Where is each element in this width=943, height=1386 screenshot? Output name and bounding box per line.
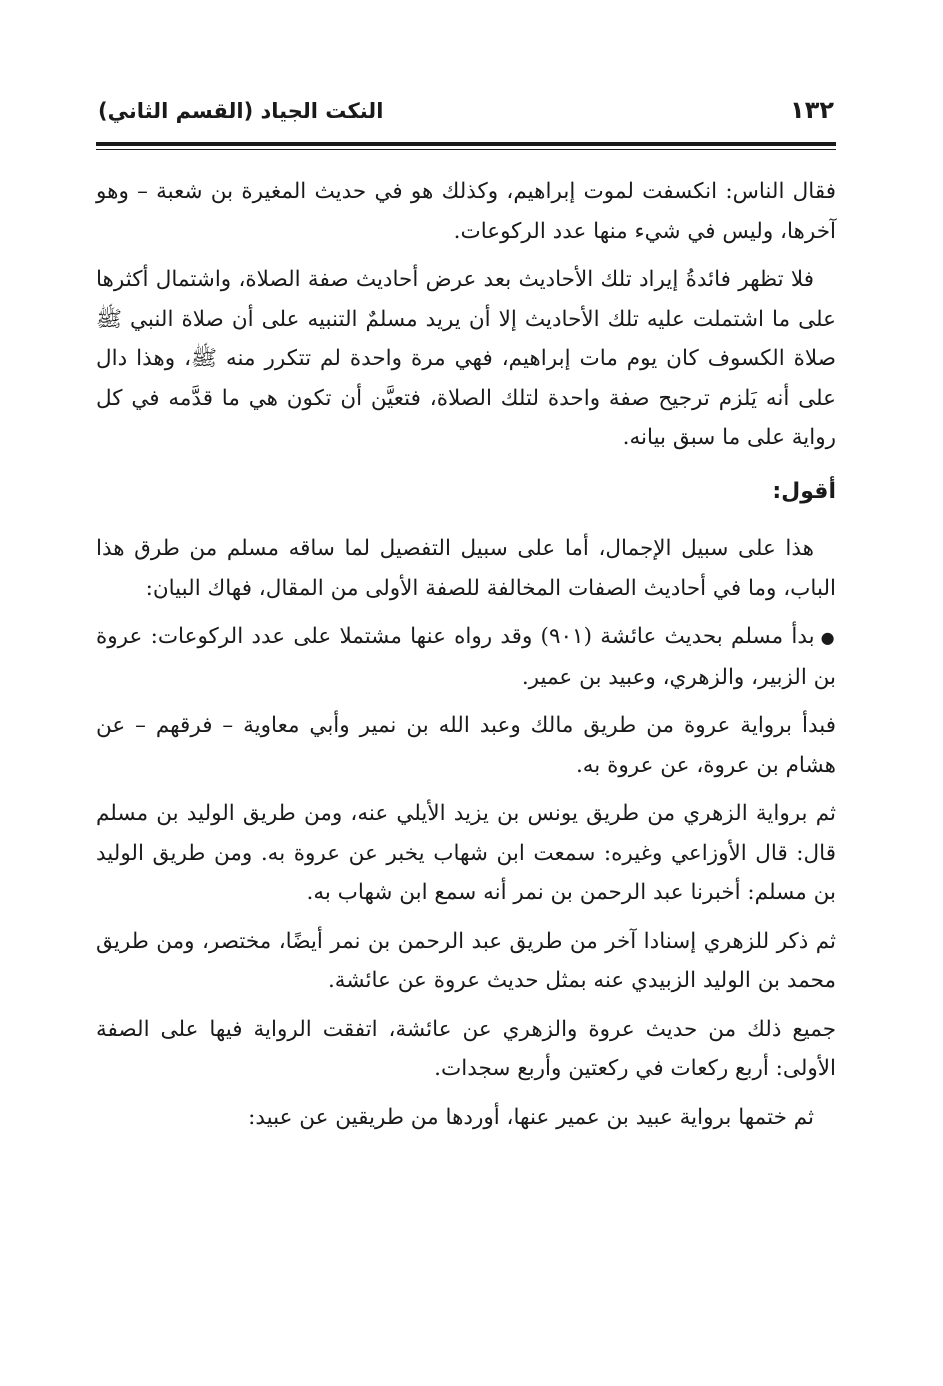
header-rule-thin — [96, 149, 836, 150]
paragraph-8: جميع ذلك من حديث عروة والزهري عن عائشة، اتفقت الرواية فيها على الصفة الأولى: أربع ركعات في ركعتين وأربع سجدات. — [96, 1016, 836, 1081]
bullet-icon: ● — [820, 628, 837, 647]
paragraph-9: ثم ختمها برواية عبيد بن عمير عنها، أوردها من طريقين عن عبيد: — [248, 1104, 814, 1130]
paragraph-7: ثم ذكر للزهري إسنادا آخر من طريق عبد الرحمن بن نمر أيضًا، مختصر، ومن طريق محمد بن الوليد الزبيدي عنه بمثل حديث عروة عن عائشة. — [96, 928, 836, 993]
paragraph-2: فلا تظهر فائدةُ إيراد تلك الأحاديث بعد عرض أحاديث صفة الصلاة، واشتمال أكثرها على ما اشتملت عليه تلك الأحاديث إلا أن يريد مسلمٌ التنبيه على أن صلاة النبي ﷺ صلاة الكسوف كان يوم مات إبراهيم، فهي مرة واحدة لم تتكرر منه ﷺ، وهذا دال على أنه يَلزم ترجيح صفة واحدة لتلك الصلاة، فتعيَّن أن تكون هي ما قدَّمه في كل رواية على ما سبق بيانه. — [96, 267, 836, 450]
bullet-paragraph — [96, 617, 836, 697]
paragraph-1: فقال الناس: انكسفت لموت إبراهيم، وكذلك هو في حديث المغيرة بن شعبة – وهو آخرها، وليس في شيء منها عدد الركوعات. — [96, 179, 836, 244]
page-body — [96, 172, 836, 1137]
book-page — [96, 96, 836, 1146]
page-number: ١٣٢ — [790, 96, 834, 124]
running-title: النكت الجياد (القسم الثاني) — [98, 99, 384, 123]
page-header — [96, 96, 836, 136]
paragraph-5: فبدأ برواية عروة من طريق مالك وعبد الله بن نمير وأبي معاوية – فرقهم – عن هشام بن عروة، عن عروة به. — [96, 713, 836, 778]
bullet-text: بدأ مسلم بحديث عائشة (٩٠١) وقد رواه عنها مشتملا على عدد الركوعات: عروة بن الزبير، والزهري، وعبيد بن عمير. — [96, 624, 836, 690]
header-rule-thick — [96, 142, 836, 146]
section-heading: أقول: — [772, 478, 836, 504]
paragraph-3: هذا على سبيل الإجمال، أما على سبيل التفصيل لما ساقه مسلم من طرق هذا الباب، وما في أحاديث الصفات المخالفة للصفة الأولى من المقال، فهاك البيان: — [96, 536, 836, 601]
paragraph-6: ثم برواية الزهري من طريق يونس بن يزيد الأيلي عنه، ومن طريق الوليد بن مسلم قال: قال الأوزاعي وغيره: سمعت ابن شهاب يخبر عن عروة به. ومن طريق الوليد بن مسلم: أخبرنا عبد الرحمن بن نمر أنه سمع ابن شهاب به. — [96, 801, 836, 905]
